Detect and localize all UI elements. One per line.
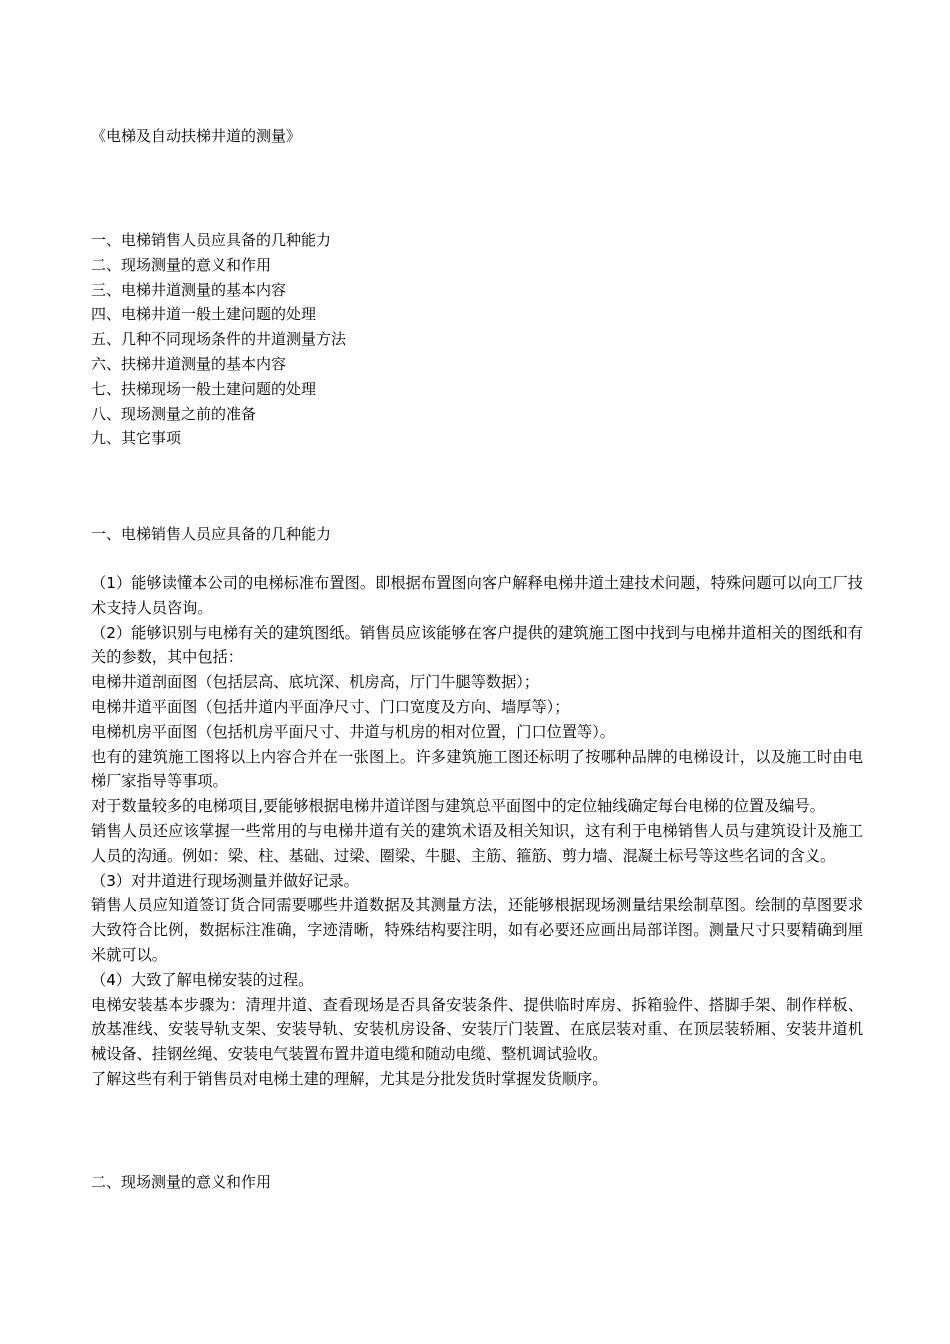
toc-item-1: 一、电梯销售人员应具备的几种能力 bbox=[91, 231, 332, 249]
table-of-contents bbox=[91, 228, 871, 451]
paragraph-7: 对于数量较多的电梯项目,要能够根据电梯井道详图与建筑总平面图中的定位轴线确定每台电梯的位置及编号。 bbox=[91, 797, 825, 816]
paragraph-2: （2）能够识别与电梯有关的建筑图纸。销售员应该能够在客户提供的建筑施工图中找到与电梯井道相关的图纸和有关的参数，其中包括： bbox=[91, 623, 863, 667]
toc-item-8: 八、现场测量之前的准备 bbox=[91, 404, 257, 423]
paragraph-10: 销售人员应知道签订货合同需要哪些井道数据及其测量方法，还能够根据现场测量结果绘制草图。绘制的草图要求大致符合比例，数据标注准确，字迹清晰，特殊结构要注明，如有必要还应画出局部详图。测量尺寸只要精确到厘米就可以。 bbox=[91, 896, 863, 964]
paragraph-4: 电梯井道平面图（包括井道内平面净尺寸、门口宽度及方向、墙厚等）； bbox=[91, 697, 570, 716]
toc-item-2: 二、现场测量的意义和作用 bbox=[91, 255, 272, 274]
paragraph-5: 电梯机房平面图（包括机房平面尺寸、井道与机房的相对位置，门口位置等）。 bbox=[91, 722, 615, 741]
paragraph-9: （3）对井道进行现场测量并做好记录。 bbox=[91, 871, 359, 890]
section-2-heading: 二、现场测量的意义和作用 bbox=[91, 1173, 272, 1191]
toc-item-7: 七、扶梯现场一般土建问题的处理 bbox=[91, 379, 317, 398]
toc-item-3: 三、电梯井道测量的基本内容 bbox=[91, 280, 287, 299]
section-1-heading: 一、电梯销售人员应具备的几种能力 bbox=[91, 525, 332, 543]
paragraph-3: 电梯井道剖面图（包括层高、底坑深、机房高，厅门牛腿等数据）； bbox=[91, 673, 540, 692]
section-1-body bbox=[91, 571, 863, 1092]
toc-item-5: 五、几种不同现场条件的井道测量方法 bbox=[91, 330, 347, 349]
toc-item-6: 六、扶梯井道测量的基本内容 bbox=[91, 354, 287, 373]
paragraph-1: （1）能够读懂本公司的电梯标准布置图。即根据布置图向客户解释电梯井道土建技术问题，特殊问题可以向工厂技术支持人员咨询。 bbox=[91, 574, 863, 617]
paragraph-6: 也有的建筑施工图将以上内容合并在一张图上。许多建筑施工图还标明了按哪种品牌的电梯设计，以及施工时由电梯厂家指导等事项。 bbox=[91, 747, 863, 791]
paragraph-12: 电梯安装基本步骤为：清理井道、查看现场是否具备安装条件、提供临时库房、拆箱验件、搭脚手架、制作样板、放基准线、安装导轨支架、安装导轨、安装机房设备、安装厅门装置、在底层装对重、在顶层装轿厢、安装井道机械设备、挂钢丝绳、安装电气装置布置井道电缆和随动电缆、整机调试验收。 bbox=[91, 995, 863, 1064]
toc-item-4: 四、电梯井道一般土建问题的处理 bbox=[91, 305, 317, 324]
paragraph-11: （4）大致了解电梯安装的过程。 bbox=[91, 970, 314, 989]
toc-item-9: 九、其它事项 bbox=[91, 429, 182, 448]
paragraph-8: 销售人员还应该掌握一些常用的与电梯井道有关的建筑术语及相关知识，这有利于电梯销售人员与建筑设计及施工人员的沟通。例如：梁、柱、基础、过梁、圈梁、牛腿、主筋、箍筋、剪力墙、混凝土标号等这些名词的含义。 bbox=[91, 821, 863, 865]
paragraph-13: 了解这些有利于销售员对电梯土建的理解，尤其是分批发货时掌握发货顺序。 bbox=[91, 1069, 608, 1088]
document-title: 《电梯及自动扶梯井道的测量》 bbox=[91, 127, 302, 145]
